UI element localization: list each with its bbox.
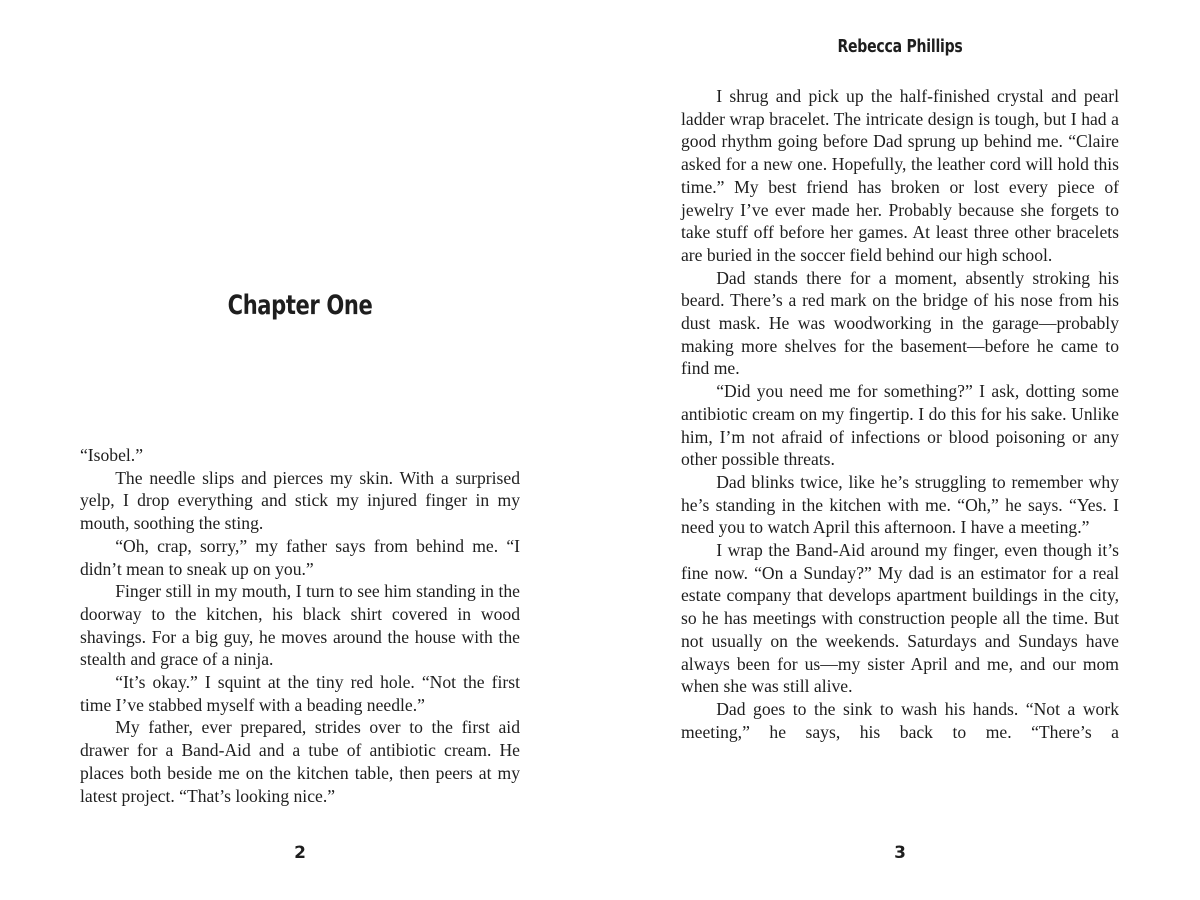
body-paragraph: “Oh, crap, sorry,” my father says from behind me. “I didn’t mean to sneak up on you.” [80,535,520,579]
body-paragraph: The needle slips and pierces my skin. With a surprised yelp, I drop everything and stick my injured finger in my mouth, soothing the sting. [80,467,520,534]
body-paragraph: “It’s okay.” I squint at the tiny red hole. “Not the first time I’ve stabbed myself with a beading needle.” [80,672,520,715]
body-paragraph: Dad blinks twice, like he’s struggling to remember why he’s standing in the kitchen with me. “Oh,” he says. “Yes. I need you to watch April this afternoon. I have a meeting.” [681,471,1119,538]
chapter-title: Chapter One [227,290,373,322]
right-page-body [681,85,1119,743]
body-paragraph: I wrap the Band-Aid around my finger, even though it’s fine now. “On a Sunday?” My dad is an estimator for a real estate company that develops apartment buildings in the city, so he has meetings with construction people all the time. But not usually on the weekends. Saturdays and Sundays have always been for us—my sister April and me, and our mom when she was still alive. [681,540,1119,697]
body-paragraph: “Did you need me for something?” I ask, dotting some antibiotic cream on my fingertip. I do this for his sake. Unlike him, I’m not afraid of infections or blood poisoning or any other possible threats. [681,381,1119,470]
left-page-body [80,444,520,807]
left-page [80,0,520,900]
page-number-right: 3 [894,843,906,863]
body-paragraph: I shrug and pick up the half-finished crystal and pearl ladder wrap bracelet. The intricate design is tough, but I had a good rhythm going before Dad sprung up behind me. “Claire asked for a new one. Hopefully, the leather cord will hold this time.” My best friend has broken or lost every piece of jewelry I’ve ever made her. Probably because she forgets to take stuff off before her games. At least three other bracelets are buried in the soccer field behind our high school. [681,86,1119,265]
page-number-left: 2 [294,843,306,863]
right-page [681,0,1119,900]
body-paragraph: Dad stands there for a moment, absently stroking his beard. There’s a red mark on the bridge of his nose from his dust mask. He was woodworking in the garage—probably making more shelves for the basement—before he came to find me. [681,267,1119,379]
body-paragraph: Dad goes to the sink to wash his hands. “Not a work meeting,” he says, his back to me. “There’s a [681,698,1119,742]
body-paragraph: My father, ever prepared, strides over to the first aid drawer for a Band-Aid and a tube of antibiotic cream. He places both beside me on the kitchen table, then peers at my latest project. “That’s looking nice.” [80,717,520,806]
running-header-author: Rebecca Phillips [837,36,963,57]
body-paragraph: Finger still in my mouth, I turn to see him standing in the doorway to the kitchen, his black shirt covered in wood shavings. For a big guy, he moves around the house with the stealth and grace of a ninja. [80,581,520,670]
body-paragraph: “Isobel.” [80,445,144,465]
